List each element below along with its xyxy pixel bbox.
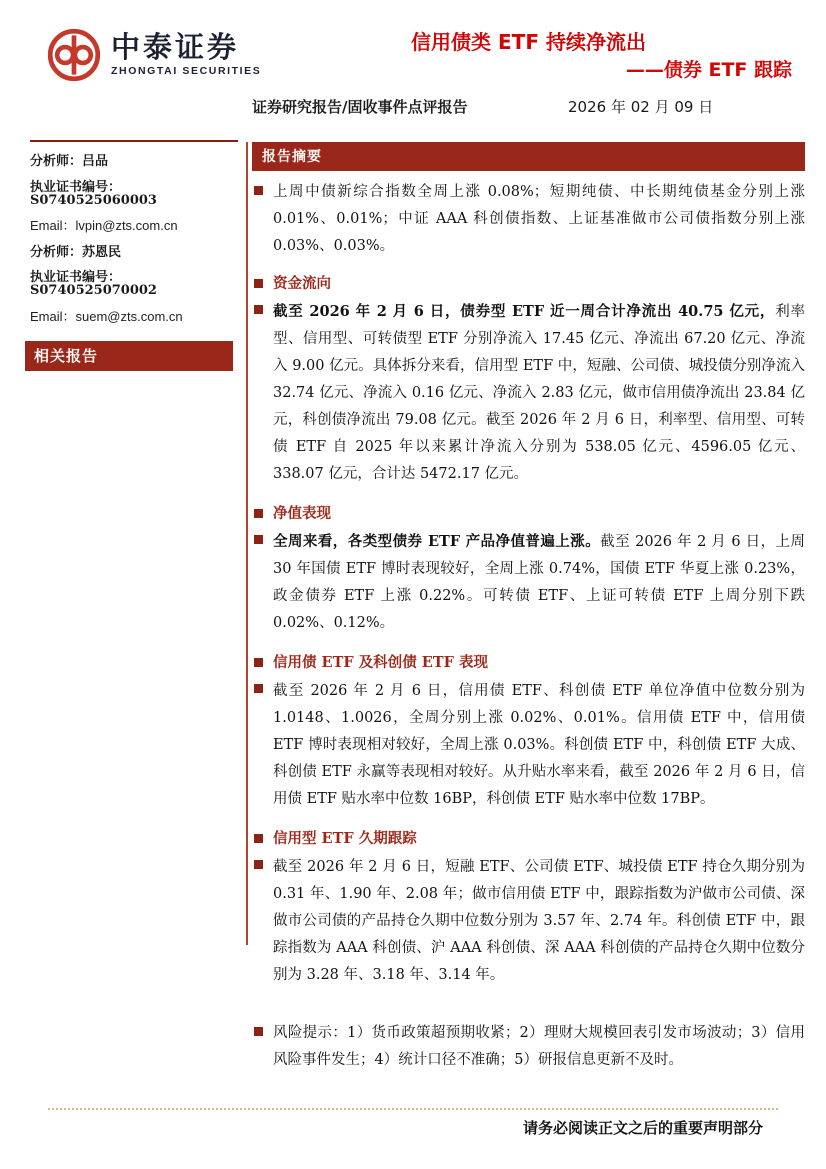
analyst-role-line [30,155,238,168]
footer-disclaimer: 请务必阅读正文之后的重要声明部分 [522,1119,763,1137]
analyst-email-line [30,310,238,324]
section-bullet-funds-flow [252,298,805,488]
report-subtitle: ——债券 ETF 跟踪 [625,59,792,81]
analyst-cert-line [30,181,238,207]
summary-column [252,142,805,1074]
section-heading-text: 资金流向 [273,275,331,292]
sidebar-divider [30,140,238,142]
bullet-square-icon [254,305,263,314]
section-heading-text: 净值表现 [273,505,331,522]
summary-intro-bullet [252,179,805,260]
section-heading-text: 信用型 ETF 久期跟踪 [273,830,417,847]
section-body-rest: 截至 2026 年 2 月 6 日，短融 ETF、公司债 ETF、城投债 ETF 持仓久期分别为 0.31 年、1.90 年、2.08 年；做市信用债 ETF 中，跟踪指数为沪做市公司债、深做市公司债的产品持仓久期中位数分别为 3.57 年、2.74 年。科创债 ETF 中，跟踪指数为 AAA 科创债、沪 AAA 科创债、深 AAA 科创债的产品持仓久期中位数分别为 3.28 年、3.18 年、3.14 年。 [273,859,805,983]
section-bullet-credit-etf [252,677,805,813]
bullet-square-icon [254,834,263,843]
analyst-email-label: Email： [30,218,76,233]
logo-name-cn: 中泰证券 [111,30,240,65]
bullet-square-icon [254,658,263,667]
risk-warning-text: 风险提示：1）货币政策超预期收紧；2）理财大规模回表引发市场波动；3）信用风险事件发生；4）统计口径不准确；5）研报信息更新不及时。 [273,1025,805,1068]
report-type: 证券研究报告/固收事件点评报告 [252,98,468,116]
logo-name-en: ZHONGTAI SECURITIES [111,65,262,78]
bullet-square-icon [254,1027,263,1036]
analyst-cert-line [30,271,238,297]
analyst-name: 吕品 [82,154,109,169]
report-date: 2026 年 02 月 09 日 [568,98,714,116]
sidebar [30,140,238,371]
section-body-rest: 截至 2026 年 2 月 6 日，信用债 ETF、科创债 ETF 单位净值中位数分别为 1.0148、1.0026，全周分别上涨 0.02%、0.01%。信用债 ETF 中，信用债 ETF 博时表现相对较好，全周上涨 0.03%。科创债 ETF 中，科创债 ETF 大成、科创债 ETF 永赢等表现相对较好。从升贴水率来看，截至 2026 年 2 月 6 日，信用债 ETF 贴水率中位数 16BP，科创债 ETF 贴水率中位数 17BP。 [273,683,805,807]
section-heading-text: 信用债 ETF 及科创债 ETF 表现 [273,654,488,671]
section-body-text [273,528,805,637]
analyst-cert-no: S0740525060003 [30,192,157,208]
section-heading-nav-performance [252,503,805,524]
section-heading-credit-etf [252,652,805,673]
analyst-email: lvpin@zts.com.cn [75,218,178,233]
bullet-square-icon [254,684,263,693]
section-body-bold: 截至 2026 年 2 月 6 日，债券型 ETF 近一周合计净流出 40.75 亿元， [273,303,776,320]
section-bullet-nav-performance [252,528,805,637]
summary-header: 报告摘要 [252,142,805,171]
section-body-rest: 利率型、信用型、可转债型 ETF 分别净流入 17.45 亿元、净流出 67.20 亿元、净流入 9.00 亿元。具体拆分来看，信用型 ETF 中，短融、公司债、城投债分别净流入 32.74 亿元、净流入 0.16 亿元、净流入 2.83 亿元，做市信用债净流出 23.84 亿元，科创债净流出 79.08 亿元。截至 2026 年 2 月 6 日，利率型、信用型、可转债 ETF 自 2025 年以来累计净流入分别为 538.05 亿元、4596.05 亿元、338.07 亿元，合计达 5472.17 亿元。 [273,304,806,482]
section-body-text [273,677,805,813]
analyst-cert-no: S0740525070002 [30,283,157,298]
column-divider [246,142,248,945]
report-meta [252,96,805,117]
analyst-role-label: 分析师： [30,154,83,169]
analyst-cert-label: 执业证书编号： [30,179,122,195]
report-title: 信用债类 ETF 持续净流出 [411,30,646,54]
analyst-email-label: Email： [30,308,76,324]
summary-intro-text: 上周中债新综合指数全周上涨 0.08%；短期纯债、中长期纯债基金分别上涨 0.01%、0.01%；中证 AAA 科创债指数、上证基准做市公司债指数分别上涨 0.03%、0.03%。 [273,184,805,254]
page-footer [48,1108,778,1138]
bullet-square-icon [254,535,263,544]
analyst-cert-label: 执业证书编号： [30,270,122,285]
bullet-square-icon [254,186,263,195]
bullet-square-icon [254,509,263,518]
analyst-email: suem@zts.com.cn [75,308,183,324]
section-body-bold: 全周来看，各类型债券 ETF 产品净值普遍上涨。 [273,533,601,550]
analyst-name: 苏恩民 [82,244,122,260]
related-reports-header: 相关报告 [25,341,233,371]
risk-warning-bullet [252,1020,805,1074]
section-body-text [273,853,805,989]
company-logo [46,27,261,83]
section-heading-duration-tracking [252,828,805,849]
section-bullet-duration-tracking [252,853,805,989]
analyst-role-line [30,246,238,259]
logo-text [111,30,262,78]
analyst-role-label: 分析师： [30,244,83,260]
analyst-email-line [30,219,238,233]
zhongtai-logo-icon [46,27,102,83]
section-body-text [273,298,805,488]
section-heading-funds-flow [252,273,805,294]
bullet-square-icon [254,860,263,869]
section-body-rest: 截至 2026 年 2 月 6 日，上周 30 年国债 ETF 博时表现较好，全周上涨 0.74%，国债 ETF 华夏上涨 0.23%，政金债券 ETF 上涨 0.22%。可转债 ETF、上证可转债 ETF 上周分别下跌 0.02%、0.12%。 [273,534,805,631]
bullet-square-icon [254,279,263,288]
